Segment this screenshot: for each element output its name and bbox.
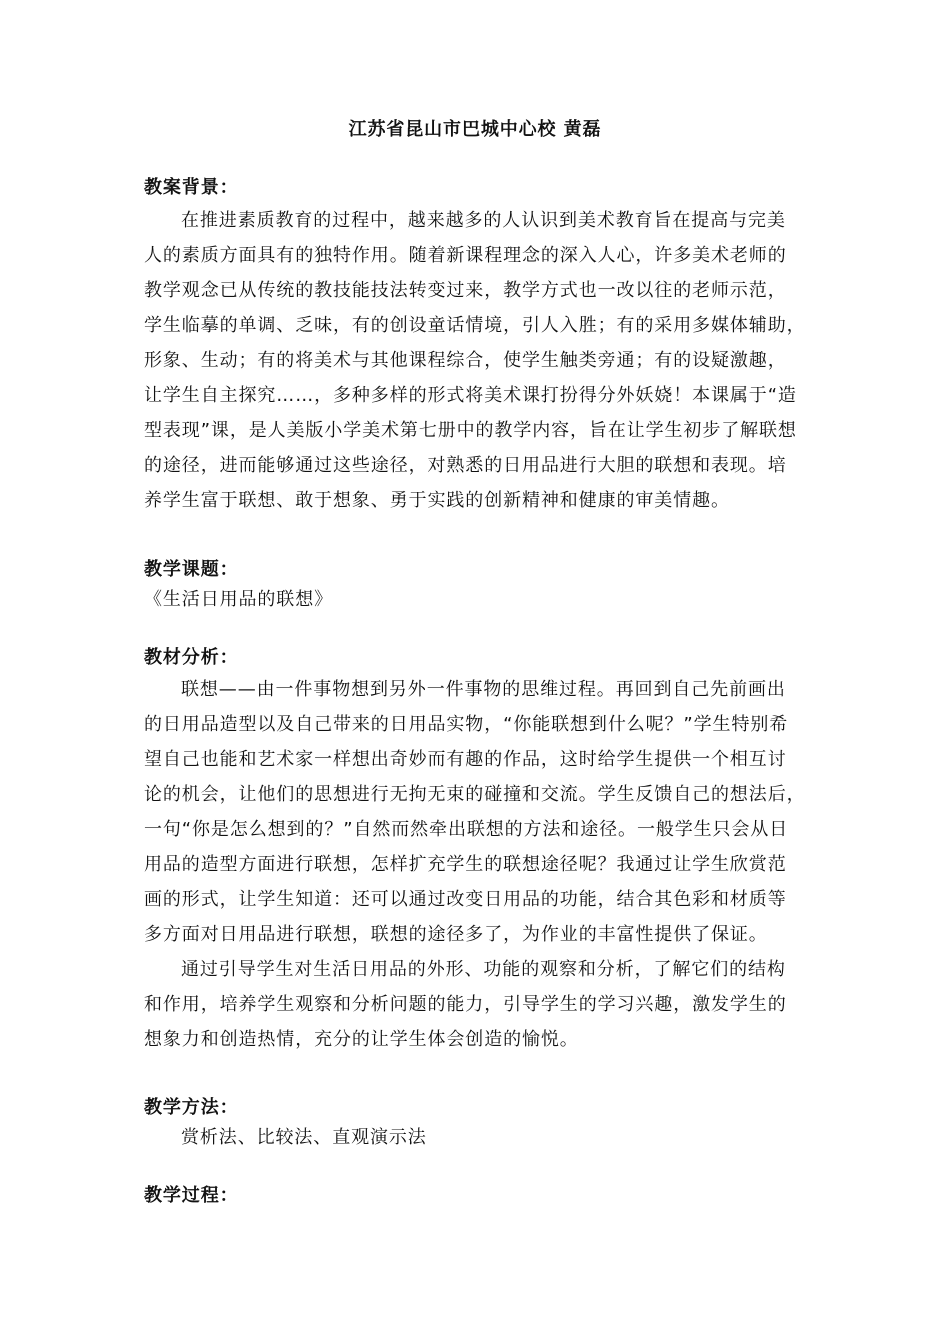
analysis-line: 多方面对日用品进行联想，联想的途径多了，为作业的丰富性提供了保证。	[144, 924, 768, 945]
analysis-line: 画的形式，让学生知道：还可以通过改变日用品的功能，结合其色彩和材质等	[144, 889, 787, 910]
analysis-line: 联想——由一件事物想到另外一件事物的思维过程。再回到自己先前画出	[181, 679, 786, 700]
background-line: 在推进素质教育的过程中，越来越多的人认识到美术教育旨在提高与完美	[181, 210, 786, 231]
analysis-line: 论的机会，让他们的思想进行无拘无束的碰撞和交流。学生反馈自己的想法后，	[144, 784, 806, 805]
method-value: 赏析法、比较法、直观演示法	[181, 1127, 427, 1148]
background-line: 的途径，进而能够通过这些途径，对熟悉的日用品进行大胆的联想和表现。培	[144, 455, 787, 476]
background-line: 让学生自主探究……，多种多样的形式将美术课打扮得分外妖娆！本课属于“造	[144, 385, 797, 406]
background-line: 学生临摹的单调、乏味，有的创设童话情境，引人入胜；有的采用多媒体辅助，	[144, 315, 806, 336]
analysis-line: 一句“你是怎么想到的？”自然而然牵出联想的方法和途径。一般学生只会从日	[144, 819, 789, 840]
analysis-line: 的日用品造型以及自己带来的日用品实物，“你能联想到什么呢？”学生特别希	[144, 714, 789, 735]
method-heading: 教学方法：	[144, 1097, 239, 1118]
topic-heading: 教学课题：	[144, 559, 239, 580]
author-line: 江苏省昆山市巴城中心校 黄磊	[348, 119, 602, 140]
analysis-line: 望自己也能和艺术家一样想出奇妙而有趣的作品，这时给学生提供一个相互讨	[144, 749, 787, 770]
analysis-line: 通过引导学生对生活日用品的外形、功能的观察和分析，了解它们的结构	[181, 959, 786, 980]
analysis-heading: 教材分析：	[144, 647, 239, 668]
background-line: 型表现”课，是人美版小学美术第七册中的教学内容，旨在让学生初步了解联想	[144, 420, 797, 441]
background-line: 形象、生动；有的将美术与其他课程综合，使学生触类旁通；有的设疑激趣，	[144, 350, 787, 371]
topic-value: 《生活日用品的联想》	[144, 589, 333, 610]
background-line: 教学观念已从传统的教技能技法转变过来，教学方式也一改以往的老师示范，	[144, 280, 787, 301]
analysis-line: 想象力和创造热情，充分的让学生体会创造的愉悦。	[144, 1029, 579, 1050]
background-line: 人的素质方面具有的独特作用。随着新课程理念的深入人心，许多美术老师的	[144, 245, 787, 266]
background-heading: 教案背景：	[144, 177, 239, 198]
background-line: 养学生富于联想、敢于想象、勇于实践的创新精神和健康的审美情趣。	[144, 490, 730, 511]
analysis-line: 和作用，培养学生观察和分析问题的能力，引导学生的学习兴趣，激发学生的	[144, 994, 787, 1015]
analysis-line: 用品的造型方面进行联想，怎样扩充学生的联想途径呢？我通过让学生欣赏范	[144, 854, 787, 875]
process-heading: 教学过程：	[144, 1185, 239, 1206]
